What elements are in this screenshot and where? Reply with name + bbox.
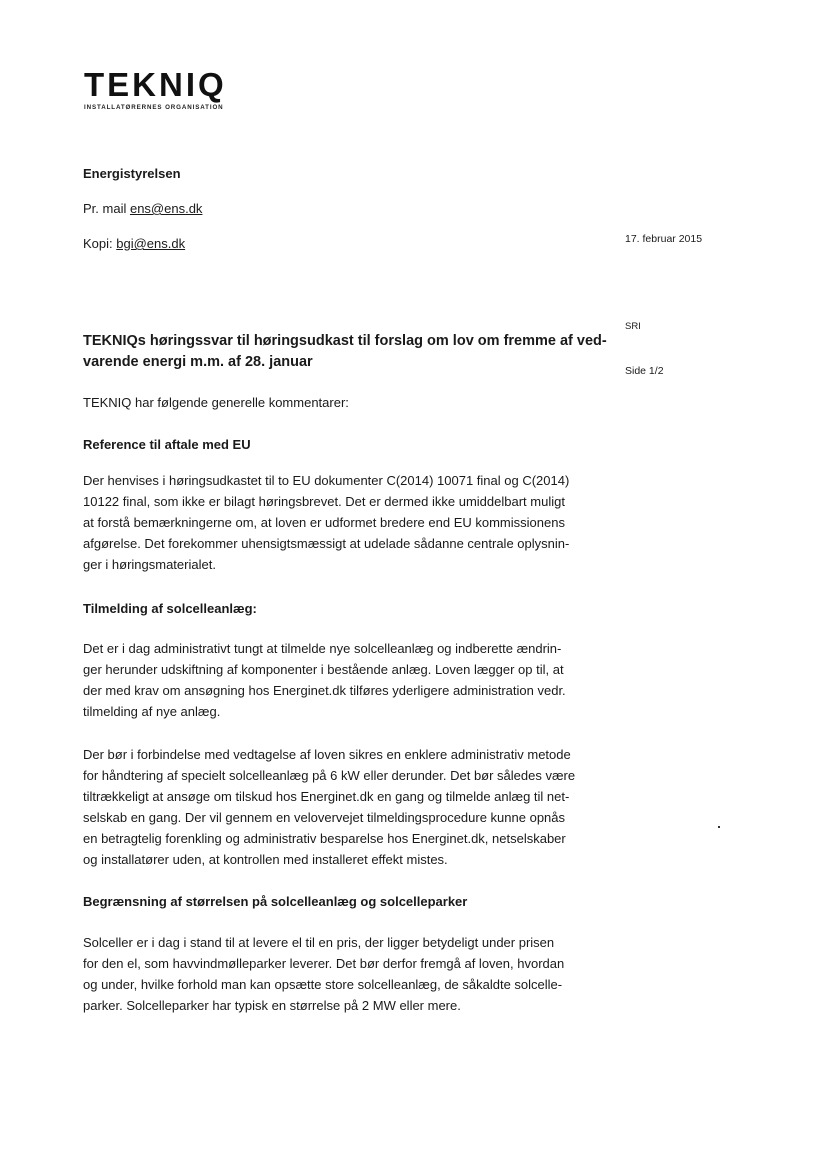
paragraph-eu-reference [83, 470, 623, 575]
title-line: TEKNIQs høringssvar til høringsudkast til forslag om lov om fremme af ved- [83, 333, 607, 349]
text-line: og installatører uden, at kontrollen med installeret effekt mistes. [83, 852, 448, 867]
sender-initials: SRI [625, 321, 641, 332]
text-line: en betragtelig forenkling og administrativ besparelse hos Energinet.dk, netselskaber [83, 831, 566, 846]
section-heading-size-limit: Begrænsning af størrelsen på solcelleanlæg og solcelleparker [83, 894, 468, 909]
title-line: varende energi m.m. af 28. januar [83, 354, 313, 370]
text-line: for den el, som havvindmølleparker leverer. Det bør derfor fremgå af loven, hvordan [83, 956, 565, 971]
text-line: 10122 final, som ikke er bilagt høringsbrevet. Det er dermed ikke umiddelbart muligt [83, 494, 565, 509]
copy-link[interactable]: bgi@ens.dk [116, 236, 186, 251]
paragraph-registration-1 [83, 638, 623, 722]
stray-mark [718, 826, 720, 828]
text-line: ger herunder udskiftning af komponenter i bestående anlæg. Loven lægger op til, at [83, 662, 564, 677]
text-line: Der henvises i høringsudkastet til to EU dokumenter C(2014) 10071 final og C(2014) [83, 473, 570, 488]
text-line: og under, hvilke forhold man kan opsætte store solcelleanlæg, de såkaldte solcelle- [83, 977, 563, 992]
text-line: ger i høringsmaterialet. [83, 557, 216, 572]
section-heading-registration: Tilmelding af solcelleanlæg: [83, 601, 257, 616]
text-line: for håndtering af specielt solcelleanlæg på 6 kW eller derunder. Det bør således være [83, 768, 576, 783]
text-line: Det er i dag administrativt tungt at tilmelde nye solcelleanlæg og indberette ændrin- [83, 641, 562, 656]
text-line: parker. Solcelleparker har typisk en størrelse på 2 MW eller mere. [83, 998, 461, 1013]
logo-subtitle: INSTALLATØRERNES ORGANISATION [84, 104, 224, 111]
paragraph-registration-2 [83, 744, 623, 870]
tekniq-logo [84, 68, 227, 111]
intro-text: TEKNIQ har følgende generelle kommentarer: [83, 395, 349, 410]
recipient-mail-line [83, 201, 202, 216]
text-line: Der bør i forbindelse med vedtagelse af loven sikres en enklere administrativ metode [83, 747, 571, 762]
mail-label: Pr. mail [83, 201, 130, 216]
mail-link[interactable]: ens@ens.dk [129, 201, 203, 216]
logo-wordmark: TEKNIQ [84, 66, 227, 103]
letter-date: 17. februar 2015 [625, 233, 703, 245]
paragraph-size-limit [83, 932, 623, 1016]
copy-label: Kopi: [83, 236, 117, 251]
page-number: Side 1/2 [625, 365, 664, 377]
letter-title [83, 331, 623, 373]
text-line: at forstå bemærkningerne om, at loven er udformet bredere end EU kommissionens [83, 515, 565, 530]
text-line: selskab en gang. Der vil gennem en velovervejet tilmeldingsprocedure kunne opnås [83, 810, 566, 825]
text-line: afgørelse. Det forekommer uhensigtsmæssigt at udelade sådanne centrale oplysnin- [83, 536, 570, 551]
text-line: tilmelding af nye anlæg. [83, 704, 221, 719]
text-line: Solceller er i dag i stand til at levere el til en pris, der ligger betydeligt under prisen [83, 935, 555, 950]
text-line: der med krav om ansøgning hos Energinet.dk tilføres yderligere administration vedr. [83, 683, 566, 698]
text-line: tiltrækkeligt at ansøge om tilskud hos Energinet.dk en gang og tilmelde anlæg til net- [83, 789, 570, 804]
recipient-copy-line [83, 236, 185, 251]
section-heading-eu-reference: Reference til aftale med EU [83, 437, 251, 452]
recipient-name: Energistyrelsen [83, 166, 181, 181]
